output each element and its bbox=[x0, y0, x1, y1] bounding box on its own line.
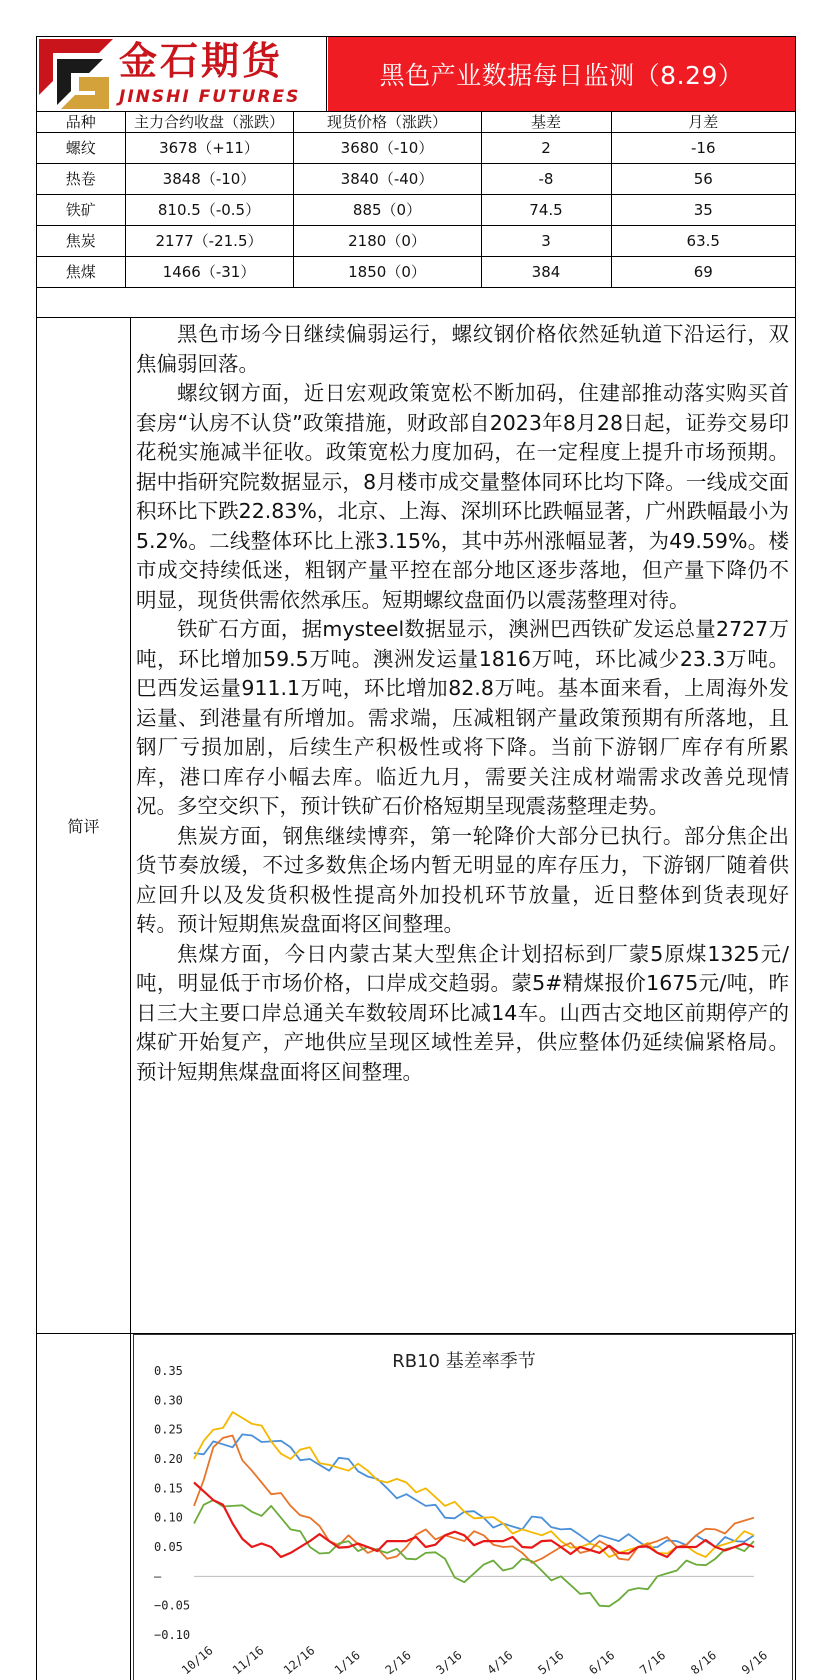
y-tick-label: – bbox=[154, 1569, 162, 1584]
table-cell: 74.5 bbox=[481, 195, 611, 226]
x-tick-label: 12/16 bbox=[280, 1643, 318, 1678]
series-layer bbox=[194, 1412, 754, 1606]
table-cell: 384 bbox=[481, 257, 611, 288]
commentary-paragraph: 铁矿石方面，据mysteel数据显示，澳洲巴西铁矿发运总量2727万吨，环比增加59.5万吨。澳洲发运量1816万吨，环比减少23.3万吨。巴西发运量911.1万吨，环比增加82.8万吨。基本面来看，上周海外发运量、到港量有所增加。需求端，压减粗钢产量政策预期有所落地，且钢厂亏损加剧，后续生产积极性或将下降。当前下游钢厂库存有所累库，港口库存小幅去库。临近九月，需要关注成材端需求改善兑现情况。多空交织下，预计铁矿石价格短期呈现震荡整理走势。 bbox=[136, 617, 789, 818]
report-title: 黑色产业数据每日监测（8.29） bbox=[328, 37, 795, 111]
table-row bbox=[37, 164, 795, 195]
x-tick-label: 4/16 bbox=[484, 1647, 516, 1678]
x-axis bbox=[179, 1643, 770, 1677]
commentary-paragraph: 黑色市场今日继续偏弱运行，螺纹钢价格依然延轨道下沿运行，双焦偏弱回落。 bbox=[136, 322, 789, 376]
table-cell: 810.5（-0.5） bbox=[125, 195, 293, 226]
table-cell: -8 bbox=[481, 164, 611, 195]
table-cell: 1466（-31） bbox=[125, 257, 293, 288]
x-tick-label: 9/16 bbox=[738, 1647, 771, 1678]
logo bbox=[37, 37, 327, 111]
y-tick-label: −0.05 bbox=[154, 1598, 191, 1613]
y-tick-label: 0.05 bbox=[154, 1540, 183, 1554]
table-row bbox=[37, 133, 795, 164]
x-tick-label: 8/16 bbox=[688, 1647, 720, 1678]
x-tick-label: 2/16 bbox=[382, 1647, 414, 1678]
chart-svg bbox=[134, 1335, 790, 1680]
table-cell: 焦煤 bbox=[37, 257, 125, 288]
commentary-text bbox=[132, 320, 795, 1087]
table-header-cell: 主力合约收盘（涨跌） bbox=[125, 112, 293, 133]
table-cell: 3678（+11） bbox=[125, 133, 293, 164]
commentary-paragraph: 焦煤方面，今日内蒙古某大型焦企计划招标到厂蒙5原煤1325元/吨，明显低于市场价格，口岸成交趋弱。蒙5#精煤报价1675元/吨，昨日三大主要口岸总通关车数较周环比减14车。山西古交地区前期停产的煤矿开始复产，产地供应呈现区域性差异，供应整体仍延续偏紧格局。预计短期焦煤盘面将区间整理。 bbox=[136, 941, 789, 1084]
table-row bbox=[37, 226, 795, 257]
chart-section bbox=[37, 1333, 795, 1680]
table-cell: 35 bbox=[611, 195, 795, 226]
y-tick-label: 0.35 bbox=[154, 1364, 183, 1378]
y-tick-label: 0.15 bbox=[154, 1481, 183, 1496]
table-cell: 63.5 bbox=[611, 226, 795, 257]
x-tick-label: 7/16 bbox=[637, 1647, 669, 1678]
jinshi-logo-icon bbox=[39, 39, 113, 109]
table-cell: 2180（0） bbox=[293, 226, 481, 257]
y-tick-label: 0.20 bbox=[154, 1452, 183, 1466]
y-tick-label: −0.10 bbox=[154, 1628, 191, 1642]
table-cell: 焦炭 bbox=[37, 226, 125, 257]
table-cell: 56 bbox=[611, 164, 795, 195]
report-frame bbox=[36, 36, 796, 1680]
table-cell: 热卷 bbox=[37, 164, 125, 195]
table-header-cell: 月差 bbox=[611, 112, 795, 133]
table-cell: 3680（-10） bbox=[293, 133, 481, 164]
table-header-cell: 基差 bbox=[481, 112, 611, 133]
table-cell: 螺纹 bbox=[37, 133, 125, 164]
x-tick-label: 11/16 bbox=[229, 1643, 267, 1678]
table-cell: 885（0） bbox=[293, 195, 481, 226]
table-cell: 铁矿 bbox=[37, 195, 125, 226]
commentary-paragraph: 焦炭方面，钢焦继续博弈，第一轮降价大部分已执行。部分焦企出货节奏放缓，不过多数焦企场内暂无明显的库存压力，下游钢厂随着供应回升以及发货积极性提高外加投机环节放量，近日整体到货表现好转。预计短期焦炭盘面将区间整理。 bbox=[136, 823, 789, 936]
table-cell: 3848（-10） bbox=[125, 164, 293, 195]
table-cell: 1850（0） bbox=[293, 257, 481, 288]
y-tick-label: 0.30 bbox=[154, 1393, 183, 1408]
table-row bbox=[37, 257, 795, 288]
logo-english-name: JINSHI FUTURES bbox=[119, 87, 301, 107]
table-header-row bbox=[37, 112, 795, 133]
x-tick-label: 5/16 bbox=[535, 1647, 567, 1678]
commentary-label: 简评 bbox=[37, 318, 131, 1333]
commentary-section bbox=[37, 317, 795, 1333]
x-tick-label: 10/16 bbox=[178, 1643, 216, 1678]
chart-label-cell bbox=[37, 1334, 131, 1680]
x-tick-label: 1/16 bbox=[331, 1647, 363, 1678]
table-cell: 3 bbox=[481, 226, 611, 257]
x-tick-label: 3/16 bbox=[433, 1647, 465, 1678]
table-cell: 2177（-21.5） bbox=[125, 226, 293, 257]
table-cell: 3840（-40） bbox=[293, 164, 481, 195]
table-cell: -16 bbox=[611, 133, 795, 164]
table-cell: 2 bbox=[481, 133, 611, 164]
table-header-cell: 现货价格（涨跌） bbox=[293, 112, 481, 133]
commentary-paragraph: 螺纹钢方面，近日宏观政策宽松不断加码，住建部推动落实购买首套房“认房不认贷”政策措施，财政部自2023年8月28日起，证券交易印花税实施减半征收。政策宽松力度加码，在一定程度上提升市场预期。据中指研究院数据显示，8月楼市成交量整体同环比均下降。一线成交面积环比下跌22.83%，北京、上海、深圳环比跌幅显著，广州跌幅最小为5.2%。二线整体环比上涨3.15%，其中苏州涨幅显著，为49.59%。楼市成交持续低迷，粗钢产量平控在部分地区逐步落地，但产量下降仍不明显，现货供需依然承压。短期螺纹盘面仍以震荡整理对待。 bbox=[136, 381, 789, 612]
logo-chinese-name: 金石期货 bbox=[119, 39, 284, 83]
price-table bbox=[37, 111, 795, 288]
y-tick-label: 0.25 bbox=[154, 1422, 183, 1437]
report-header bbox=[37, 37, 795, 111]
basis-rate-chart bbox=[133, 1334, 793, 1680]
chart-title: RB10 基差率季节 bbox=[392, 1351, 536, 1372]
y-tick-label: 0.10 bbox=[154, 1510, 183, 1525]
series-line bbox=[194, 1412, 754, 1557]
table-row bbox=[37, 195, 795, 226]
table-header-cell: 品种 bbox=[37, 112, 125, 133]
x-tick-label: 6/16 bbox=[586, 1647, 618, 1678]
table-cell: 69 bbox=[611, 257, 795, 288]
